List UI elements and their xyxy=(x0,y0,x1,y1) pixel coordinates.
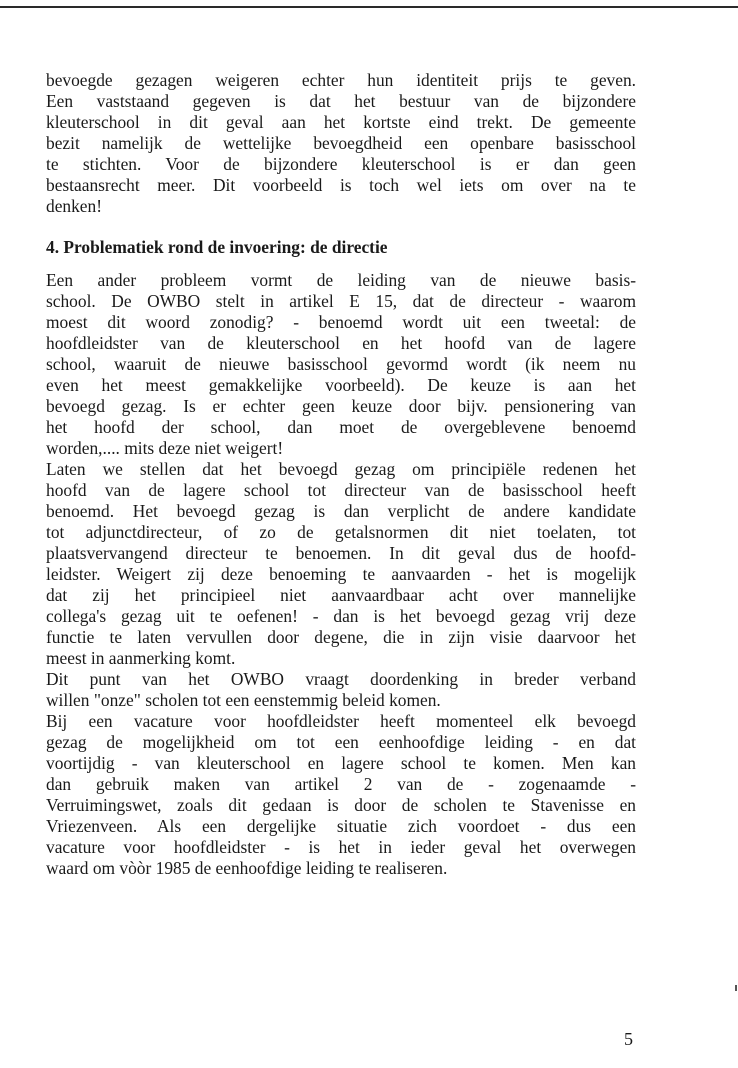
top-rule xyxy=(0,6,738,8)
paragraph-leadership xyxy=(46,270,636,459)
text-line: leidster. Weigert zij deze benoeming te aanvaarden - het is mogelijk xyxy=(46,564,636,584)
text-line: willen "onze" scholen tot een eenstemmig beleid komen. xyxy=(46,690,441,710)
text-line: benoemd. Het bevoegd gezag is dan verplicht de andere kandidate xyxy=(46,501,636,521)
section-heading: 4. Problematiek rond de invoering: de directie xyxy=(46,237,388,257)
text-line: functie te laten vervullen door degene, die in zijn visie daarvoor het xyxy=(46,627,636,647)
text-line: bezit namelijk de wettelijke bevoegdheid een openbare basisschool xyxy=(46,133,636,153)
text-line: te stichten. Voor de bijzondere kleuterschool is er dan geen xyxy=(46,154,636,174)
section-gap xyxy=(46,217,636,237)
text-line: dan gebruik maken van artikel 2 van de - zogenaamde - xyxy=(46,774,636,794)
margin-mark xyxy=(735,985,737,991)
text-line: gezag de mogelijkheid om tot een eenhoofdige leiding - en dat xyxy=(46,732,636,752)
paragraph-vacancy xyxy=(46,711,636,879)
text-line: moest dit woord zonodig? - benoemd wordt uit een tweetal: de xyxy=(46,312,636,332)
text-line: school, waaruit de nieuwe basisschool gevormd wordt (ik neem nu xyxy=(46,354,636,374)
text-line: Vriezenveen. Als een dergelijke situatie zich voordoet - dus een xyxy=(46,816,636,836)
text-line: Een vaststaand gegeven is dat het bestuur van de bijzondere xyxy=(46,91,636,111)
text-line: denken! xyxy=(46,196,103,216)
text-line: Bij een vacature voor hoofdleidster heeft momenteel elk bevoegd xyxy=(46,711,636,731)
text-line: kleuterschool in dit geval aan het kortste eind trekt. De gemeente xyxy=(46,112,636,132)
text-line: tot adjunctdirecteur, of zo de getalsnormen dit niet toelaten, tot xyxy=(46,522,636,542)
text-line: het hoofd der school, dan moet de overgeblevene benoemd xyxy=(46,417,636,437)
page-number: 5 xyxy=(624,1029,633,1049)
text-line: bevoegd gezag. Is er echter geen keuze door bijv. pensionering van xyxy=(46,396,636,416)
page-body xyxy=(46,70,636,879)
text-line: even het meest gemakkelijke voorbeeld). De keuze is aan het xyxy=(46,375,636,395)
text-line: bevoegde gezagen weigeren echter hun identiteit prijs te geven. xyxy=(46,70,636,90)
paragraph-owbo xyxy=(46,669,636,711)
text-line: hoofdleidster van de kleuterschool en het hoofd van de lagere xyxy=(46,333,636,353)
text-line: Een ander probleem vormt de leiding van de nieuwe basis- xyxy=(46,270,636,290)
text-line: hoofd van de lagere school tot directeur van de basisschool heeft xyxy=(46,480,636,500)
text-line: plaatsvervangend directeur te benoemen. In dit geval dus de hoofd- xyxy=(46,543,636,563)
text-line: collega's gezag uit te oefenen! - dan is het bevoegd gezag vrij deze xyxy=(46,606,636,626)
paragraph-appointment xyxy=(46,459,636,669)
text-line: Verruimingswet, zoals dit gedaan is door de scholen te Stavenisse en xyxy=(46,795,636,815)
text-line: dat zij het principieel niet aanvaardbaar acht over mannelijke xyxy=(46,585,636,605)
text-line: vacature voor hoofdleidster - is het in ieder geval het overwegen xyxy=(46,837,636,857)
text-line: meest in aanmerking komt. xyxy=(46,648,236,668)
text-line: voortijdig - van kleuterschool en lagere school te komen. Men kan xyxy=(46,753,636,773)
text-line: waard om vòòr 1985 de eenhoofdige leiding te realiseren. xyxy=(46,858,448,878)
text-line: worden,.... mits deze niet weigert! xyxy=(46,438,284,458)
text-line: bestaansrecht meer. Dit voorbeeld is toch wel iets om over na te xyxy=(46,175,636,195)
intro-paragraph xyxy=(46,70,636,217)
text-line: Laten we stellen dat het bevoegd gezag om principiële redenen het xyxy=(46,459,636,479)
text-line: school. De OWBO stelt in artikel E 15, dat de directeur - waarom xyxy=(46,291,636,311)
text-line: Dit punt van het OWBO vraagt doordenking in breder verband xyxy=(46,669,636,689)
